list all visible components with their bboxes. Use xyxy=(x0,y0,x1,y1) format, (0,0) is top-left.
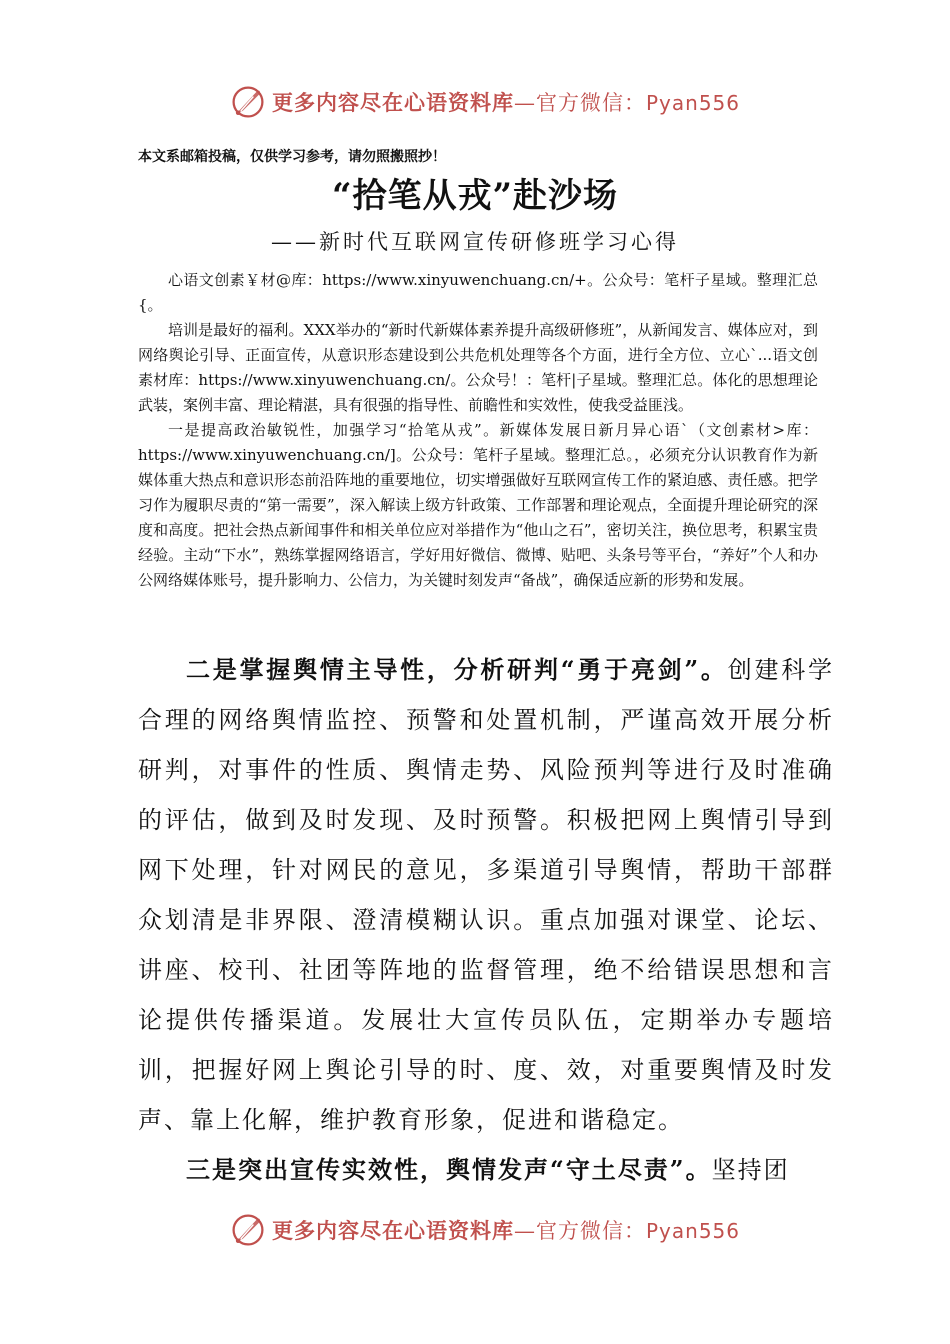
header-banner xyxy=(0,80,950,124)
banner-wechat-label: 官方微信： xyxy=(535,1219,646,1243)
page-subtitle: ——新时代互联网宣传研修班学习心得 xyxy=(271,230,679,254)
page-title: “拾笔从戎”赴沙场 xyxy=(331,176,619,216)
banner-wechat-id: Pyan556 xyxy=(645,91,740,115)
quill-logo-icon xyxy=(230,1212,266,1248)
paragraph xyxy=(138,1145,834,1195)
footer-banner xyxy=(0,1208,950,1252)
paragraph-text: 坚持团 xyxy=(711,1156,790,1184)
main-body xyxy=(138,645,834,1195)
banner-dash: — xyxy=(513,91,536,115)
banner-wechat-label: 官方微信： xyxy=(535,91,646,115)
paragraph-text: 创建科学合理的网络舆情监控、预警和处置机制，严谨高效开展分析研判，对事件的性质、舆情走势、风险预判等进行及时准确的评估，做到及时发现、及时预警。积极把网上舆情引导到网下处理，针对网民的意见，多渠道引导舆情，帮助干部群众划清是非界限、澄清模糊认识。重点加强对课堂、论坛、讲座、校刊、社团等阵地的监督管理，绝不给错误思想和言论提供传播渠道。发展壮大宣传员队伍，定期举办专题培训，把握好网上舆论引导的时、度、效，对重要舆情及时发声、靠上化解，维护教育形象，促进和谐稳定。 xyxy=(138,656,835,1134)
paragraph: 心语文创素￥材@库：https://www.xinyuwenchuang.cn/+。公众号：笔杆子星域。整理汇总{。 xyxy=(138,271,818,314)
submission-notice: 本文系邮箱投稿，仅供学习参考，请勿照搬照抄！ xyxy=(138,149,446,165)
paragraph-lead: 二是掌握舆情主导性，分析研判“勇于亮剑”。 xyxy=(186,655,728,684)
banner-main-text: 更多内容尽在心语资料库 xyxy=(271,90,514,115)
paragraph-lead: 三是突出宣传实效性，舆情发声“守土尽责”。 xyxy=(186,1155,712,1184)
paragraph: 培训是最好的福利。XXX举办的“新时代新媒体素养提升高级研修班”，从新闻发言、媒体应对，到网络舆论引导、正面宣传，从意识形态建设到公共危机处理等各个方面，进行全方位、立心`...语文创素材库：https://www.xinyuwenchuang.cn/。公众号！：笔杆|子星域。整理汇总。体化的思想理论武装，案例丰富、理论精湛，具有很强的指导性、前瞻性和实效性，使我受益匪浅。 xyxy=(138,321,818,414)
banner-main-text: 更多内容尽在心语资料库 xyxy=(271,1218,514,1243)
paragraph xyxy=(138,645,834,1145)
banner-dash: — xyxy=(513,1219,536,1243)
intro-body xyxy=(138,268,818,593)
banner-wechat-id: Pyan556 xyxy=(645,1219,740,1243)
quill-logo-icon xyxy=(230,84,266,120)
paragraph: 一是提高政治敏锐性，加强学习“拾笔从戎”。新媒体发展日新月异心语`（文创素材>库：https://www.xinyuwenchuang.cn/]。公众号：笔杆子星域。整理汇总。，必须充分认识教育作为新媒体重大热点和意识形态前沿阵地的重要地位，切实增强做好互联网宣传工作的紧迫感、责任感。把学习作为履职尽责的“第一需要”，深入解读上级方针政策、工作部署和理论观点，全面提升理论研究的深度和高度。把社会热点新闻事件和相关单位应对举措作为“他山之石”，密切关注，换位思考，积累宝贵经验。主动“下水”，熟练掌握网络语言，学好用好微信、微博、贴吧、头条号等平台，“养好”个人和办公网络媒体账号，提升影响力、公信力，为关键时刻发声“备战”，确保适应新的形势和发展。 xyxy=(138,421,818,589)
